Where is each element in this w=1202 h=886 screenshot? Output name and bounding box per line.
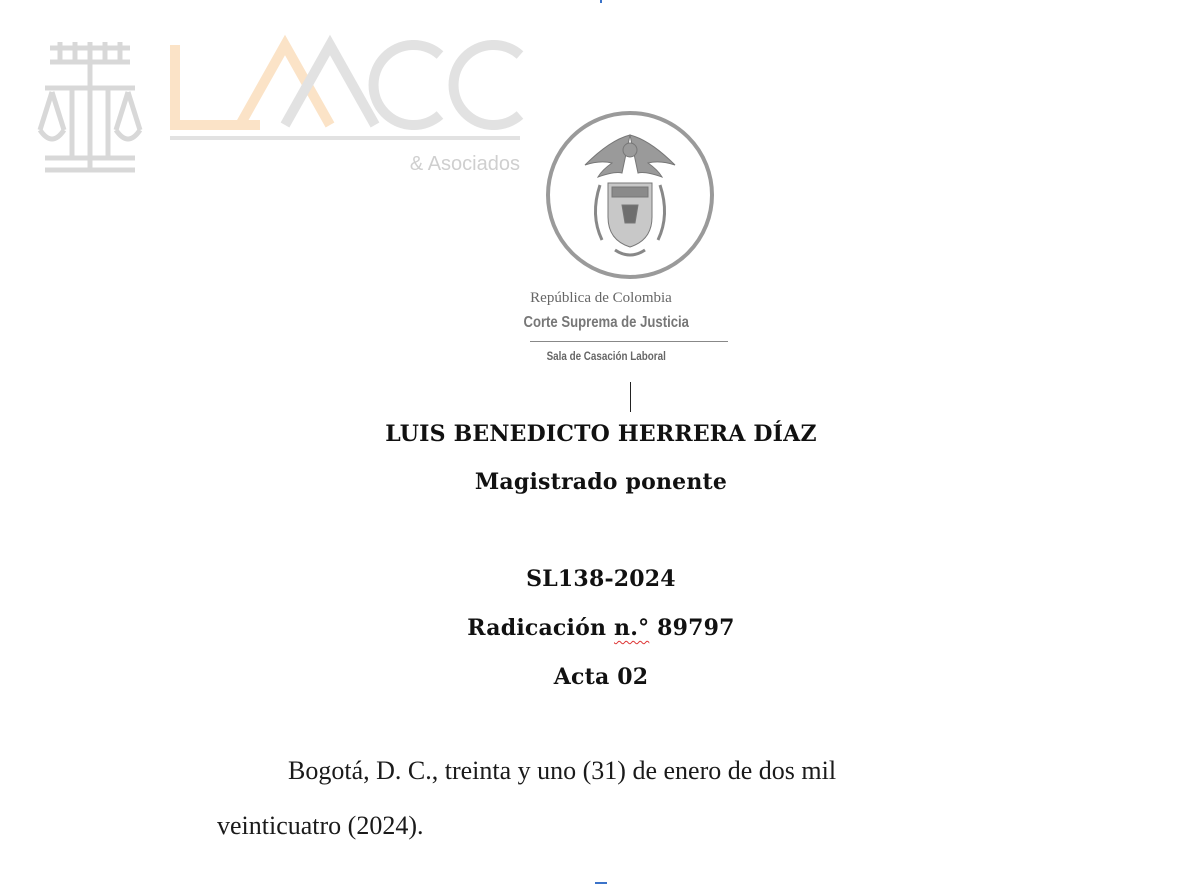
text-cursor <box>630 382 631 412</box>
sentence-identifier: SL138-2024 <box>526 566 676 592</box>
magistrate-role: Magistrado ponente <box>474 469 728 495</box>
radicacion-abbreviation: n.° <box>614 615 650 641</box>
caret-indicator <box>595 882 607 884</box>
court-country-label: República de Colombia <box>530 290 672 306</box>
court-chamber-label: Sala de Casación Laboral <box>546 349 666 363</box>
page-marker <box>600 0 602 3</box>
court-divider <box>530 341 728 342</box>
law-firm-watermark-logo <box>30 30 530 190</box>
date-paragraph-line-2: veinticuatro (2024). <box>217 811 424 840</box>
brand-lettering <box>175 45 520 125</box>
scales-of-justice-icon <box>40 42 140 170</box>
watermark-subtitle: & Asociados <box>409 153 520 175</box>
acta-number: Acta 02 <box>553 664 649 690</box>
radicacion-label: Radicación <box>467 615 607 641</box>
court-name-label: Corte Suprema de Justicia <box>523 314 689 331</box>
court-seal-emblem <box>540 105 720 285</box>
date-paragraph-line-1: Bogotá, D. C., treinta y uno (31) de enero de dos mil <box>288 756 837 785</box>
radicacion-line <box>0 615 1202 641</box>
condor-coat-of-arms-icon <box>585 135 675 255</box>
radicacion-number: 89797 <box>657 615 735 641</box>
magistrate-name: LUIS BENEDICTO HERRERA DÍAZ <box>385 421 817 447</box>
